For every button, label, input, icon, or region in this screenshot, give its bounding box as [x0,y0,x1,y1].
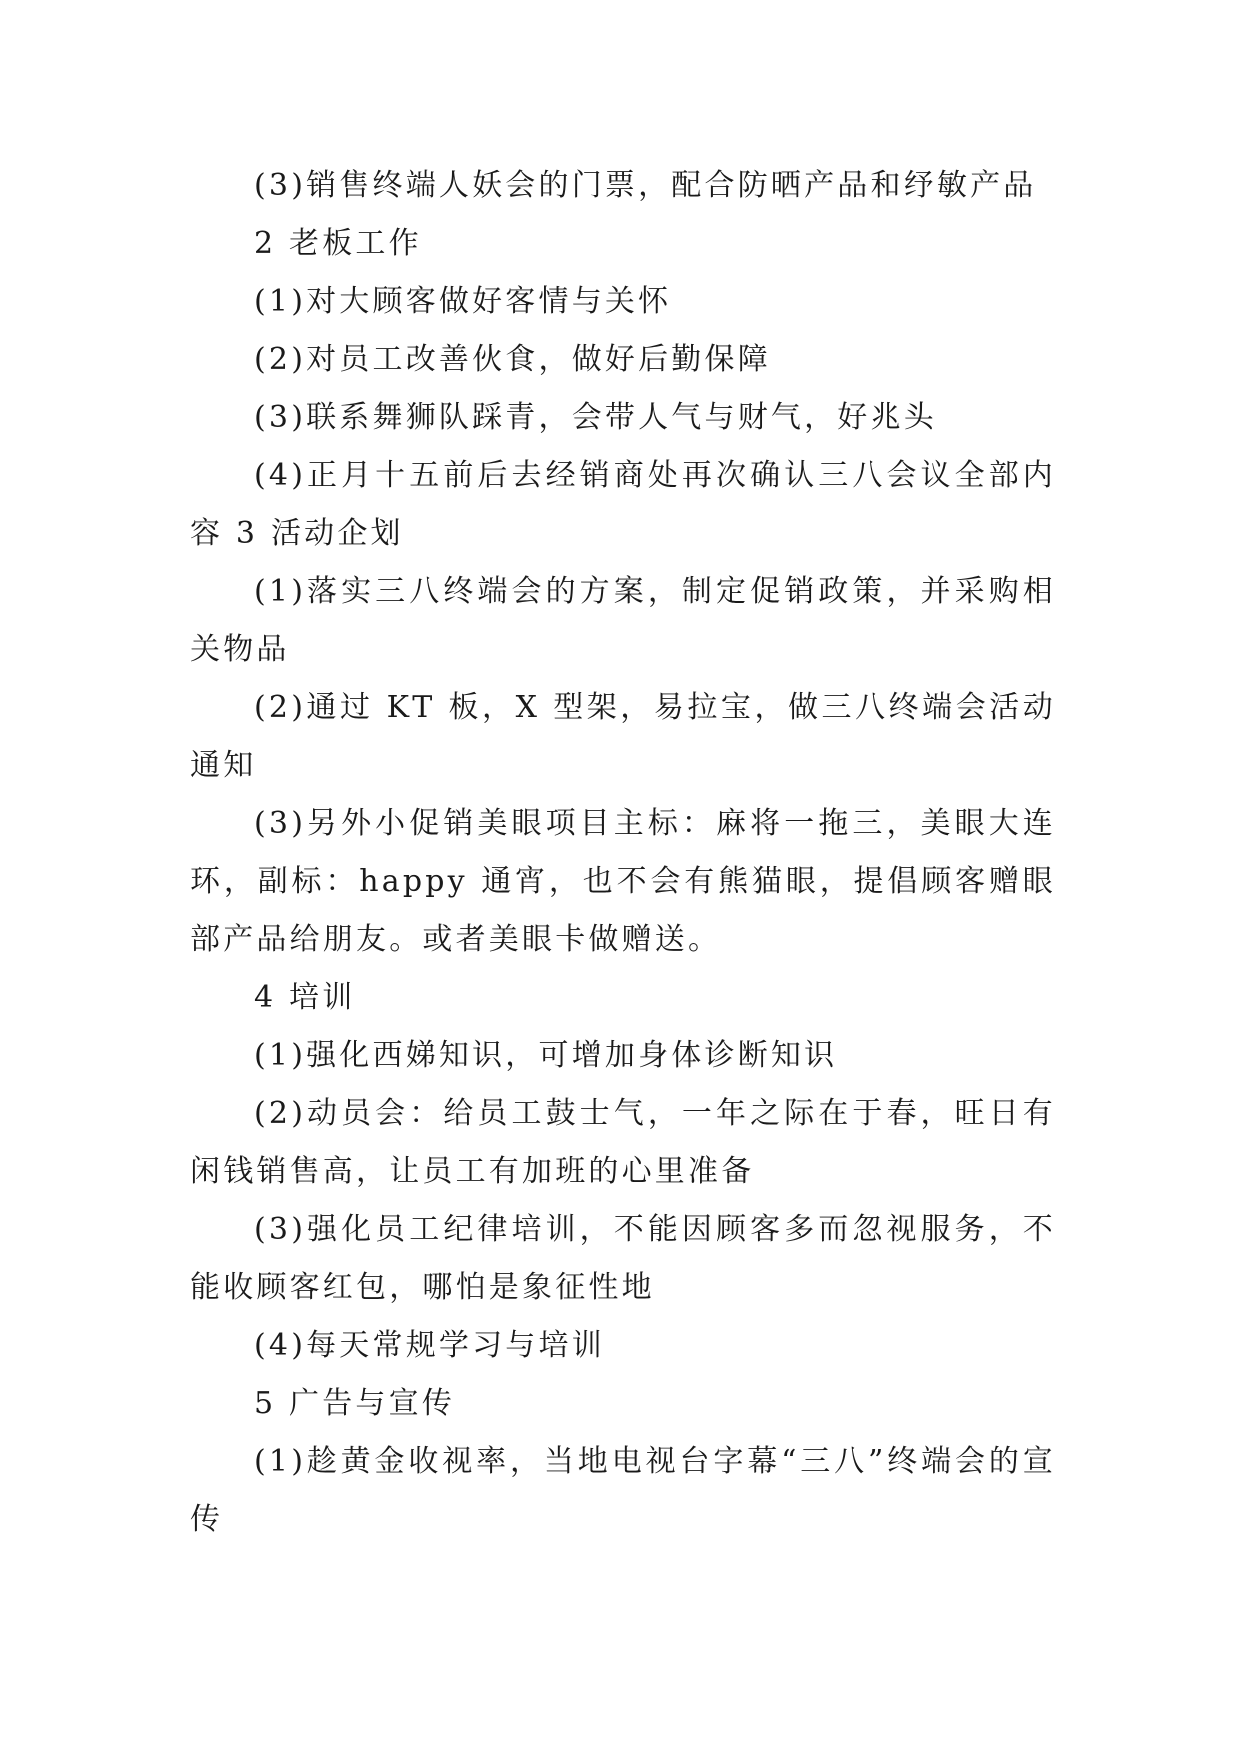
paragraph-tv-ads: (1)趁黄金收视率，当地电视台字幕“三八”终端会的宣传 [190,1444,1056,1537]
paragraph-staff-meals: (2)对员工改善伙食，做好后勤保障 [254,342,771,377]
paragraph-discipline: (3)强化员工纪律培训，不能因顾客多而忽视服务，不能收顾客红包，哪怕是象征性地 [190,1212,1056,1305]
paragraph-confirm-meeting: (4)正月十五前后去经销商处再次确认三八会议全部内容 3 活动企划 [190,458,1056,551]
paragraph-ticket-sales: (3)销售终端人妖会的门票，配合防晒产品和纾敏产品 [254,168,1037,203]
paragraph-daily-study: (4)每天常规学习与培训 [254,1328,605,1363]
paragraph-customer-care: (1)对大顾客做好客情与关怀 [254,284,672,319]
heading-boss-work: 2 老板工作 [254,226,422,261]
paragraph-mobilization: (2)动员会：给员工鼓士气，一年之际在于春，旺日有闲钱销售高，让员工有加班的心里准备 [190,1096,1056,1189]
paragraph-eye-promotion: (3)另外小促销美眼项目主标：麻将一拖三，美眼大连环，副标：happy 通宵，也不会有熊猫眼，提倡顾客赠眼部产品给朋友。或者美眼卡做赠送。 [190,806,1056,957]
paragraph-event-plan: (1)落实三八终端会的方案，制定促销政策，并采购相关物品 [190,574,1056,667]
paragraph-knowledge-training: (1)强化西娣知识，可增加身体诊断知识 [254,1038,838,1073]
heading-advertising: 5 广告与宣传 [254,1386,456,1421]
heading-training: 4 培训 [254,980,356,1015]
document-body [190,157,1056,1549]
paragraph-lion-dance: (3)联系舞狮队踩青，会带人气与财气，好兆头 [254,400,937,435]
paragraph-event-notice: (2)通过 KT 板，X 型架，易拉宝，做三八终端会活动通知 [190,690,1056,783]
